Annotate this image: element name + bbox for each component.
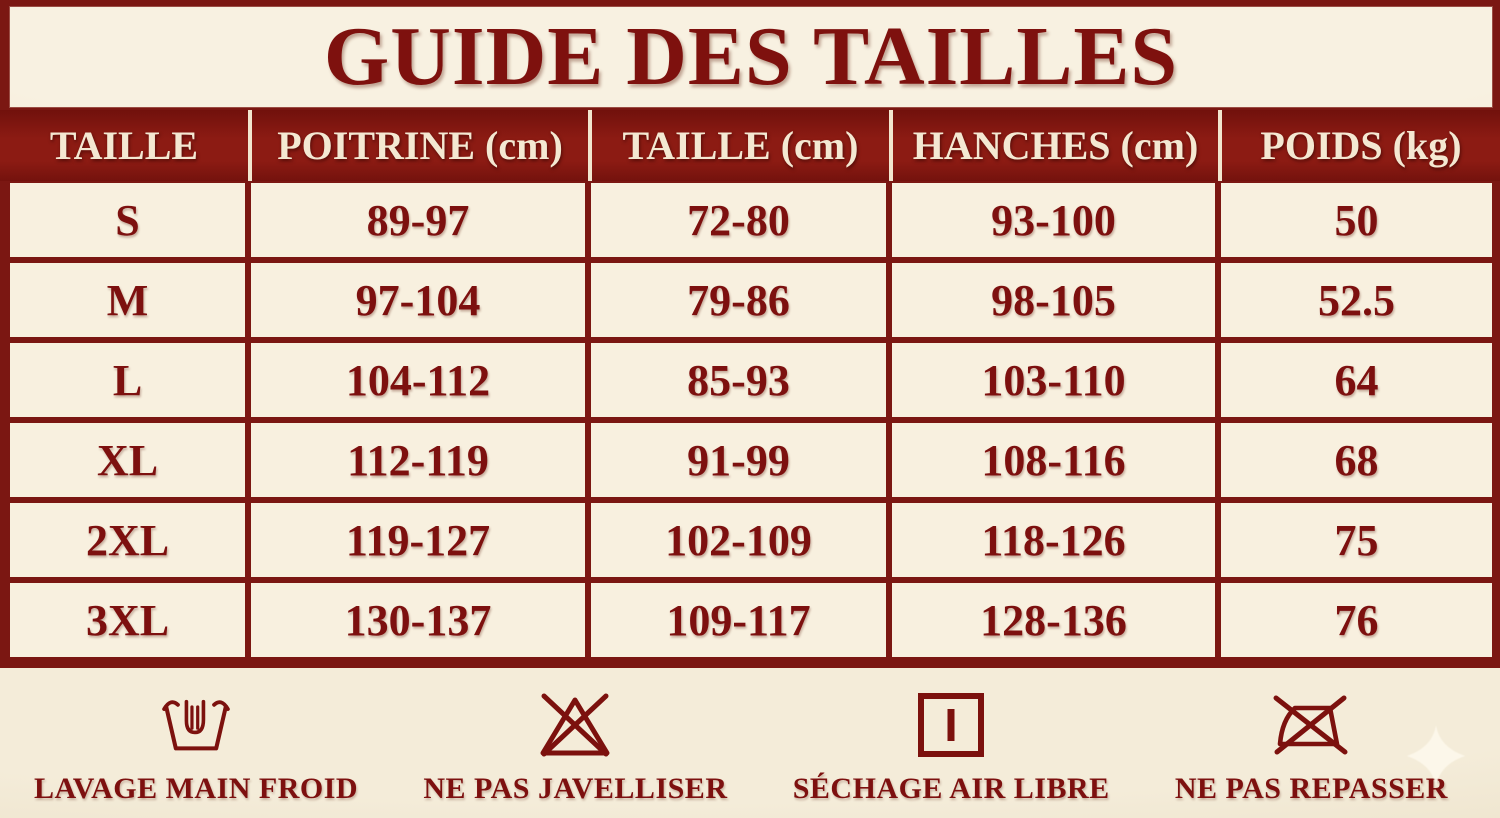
measurement-cell: 64 [1221, 343, 1492, 417]
column-header-size: TAILLE [49, 123, 199, 168]
measurement-cell: 76 [1221, 583, 1492, 657]
measurement-cell: 91-99 [591, 423, 886, 497]
measurement-cell: 50 [1221, 183, 1492, 257]
measurement-cell: 103-110 [892, 343, 1215, 417]
column-header-chest: POITRINE (cm) [248, 110, 588, 181]
measurement-cell: 72-80 [591, 183, 886, 257]
size-table-rows [10, 183, 1492, 657]
care-item-do-not-bleach [423, 684, 727, 806]
hand-wash-icon [162, 684, 230, 766]
measurement-cell: 79-86 [591, 263, 886, 337]
care-instructions-footer [0, 668, 1500, 818]
title-band [10, 7, 1492, 107]
size-label-cell: XL [10, 423, 245, 497]
table-header-row [0, 110, 1500, 181]
page-title: GUIDE DES TAILLES [323, 10, 1179, 103]
measurement-cell: 130-137 [251, 583, 585, 657]
column-header-hips: HANCHES (cm) [889, 110, 1218, 181]
measurement-cell: 102-109 [591, 503, 886, 577]
measurement-cell: 112-119 [251, 423, 585, 497]
care-label: LAVAGE MAIN FROID [34, 772, 359, 805]
measurement-cell: 85-93 [591, 343, 886, 417]
sparkle-icon [1407, 725, 1465, 787]
do-not-iron-icon [1271, 684, 1351, 766]
care-item-hand-wash [34, 684, 358, 806]
measurement-cell: 52.5 [1221, 263, 1492, 337]
air-dry-icon [916, 684, 986, 766]
do-not-bleach-icon [537, 684, 613, 766]
measurement-cell: 98-105 [892, 263, 1215, 337]
measurement-cell: 128-136 [892, 583, 1215, 657]
care-label: NE PAS JAVELLISER [423, 772, 728, 805]
measurement-cell: 109-117 [591, 583, 886, 657]
care-label: NE PAS REPASSER [1174, 772, 1448, 805]
size-label-cell: L [10, 343, 245, 417]
measurement-cell: 68 [1221, 423, 1492, 497]
care-label: SÉCHAGE AIR LIBRE [792, 772, 1110, 805]
size-label-cell: 3XL [10, 583, 245, 657]
measurement-cell: 93-100 [892, 183, 1215, 257]
measurement-cell: 89-97 [251, 183, 585, 257]
size-label-cell: 2XL [10, 503, 245, 577]
size-label-cell: S [10, 183, 245, 257]
care-item-air-dry [793, 684, 1110, 806]
measurement-cell: 119-127 [251, 503, 585, 577]
column-header-waist: TAILLE (cm) [588, 110, 889, 181]
measurement-cell: 108-116 [892, 423, 1215, 497]
measurement-cell: 118-126 [892, 503, 1215, 577]
measurement-cell: 75 [1221, 503, 1492, 577]
measurement-cell: 97-104 [251, 263, 585, 337]
size-label-cell: M [10, 263, 245, 337]
measurement-cell: 104-112 [251, 343, 585, 417]
column-header-weight: POIDS (kg) [1218, 110, 1500, 181]
